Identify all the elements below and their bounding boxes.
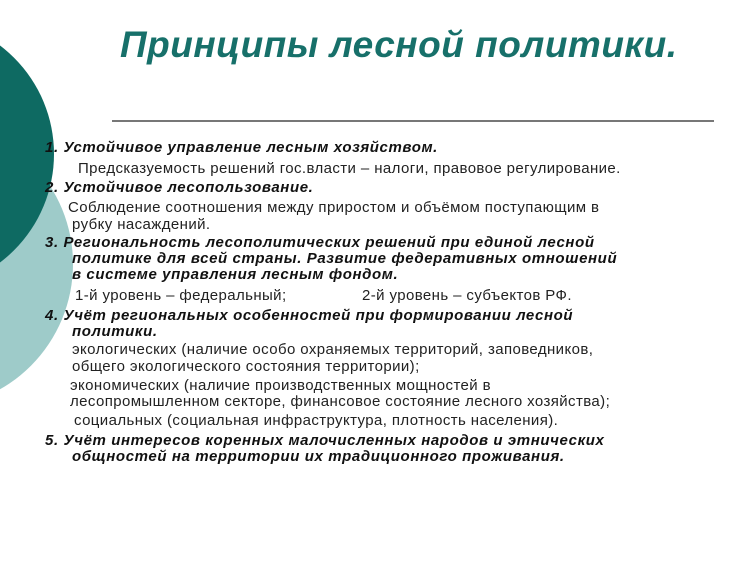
principle-5-heading-cont: общностей на территории их традиционного проживания.	[72, 448, 565, 465]
principle-1-detail: Предсказуемость решений гос.власти – налоги, правовое регулирование.	[78, 160, 621, 177]
principle-4-heading: 4. Учёт региональных особенностей при формировании лесной	[45, 307, 574, 324]
principle-2-heading: 2. Устойчивое лесопользование.	[45, 179, 314, 196]
principle-1-heading: 1. Устойчивое управление лесным хозяйством.	[45, 139, 438, 156]
principle-4-ecological-cont: общего экологического состояния территории);	[72, 358, 420, 375]
principle-3-heading-cont: политике для всей страны. Развитие федеративных отношений	[72, 250, 618, 267]
principle-5-heading: 5. Учёт интересов коренных малочисленных народов и этнических	[45, 432, 605, 449]
principle-4-heading-cont: политики.	[72, 323, 158, 340]
title-divider	[112, 120, 714, 122]
principle-3-level-1: 1-й уровень – федеральный;	[75, 287, 287, 304]
principle-3-level-2: 2-й уровень – субъектов РФ.	[362, 287, 572, 304]
principle-4-economic-cont: лесопромышленном секторе, финансовое состояние лесного хозяйства);	[70, 393, 611, 410]
principle-4-ecological: экологических (наличие особо охраняемых территорий, заповедников,	[72, 341, 594, 358]
principle-3-heading: 3. Региональность лесополитических решений при единой лесной	[45, 234, 595, 251]
slide-title: Принципы лесной политики.	[120, 24, 678, 65]
principle-4-economic: экономических (наличие производственных мощностей в	[70, 377, 492, 394]
principle-2-detail-cont: рубку насаждений.	[72, 216, 211, 233]
principle-2-detail: Соблюдение соотношения между приростом и объёмом поступающим в	[68, 199, 600, 216]
principle-3-heading-cont2: в системе управления лесным фондом.	[72, 266, 399, 283]
principle-4-social: социальных (социальная инфраструктура, плотность населения).	[74, 412, 559, 429]
